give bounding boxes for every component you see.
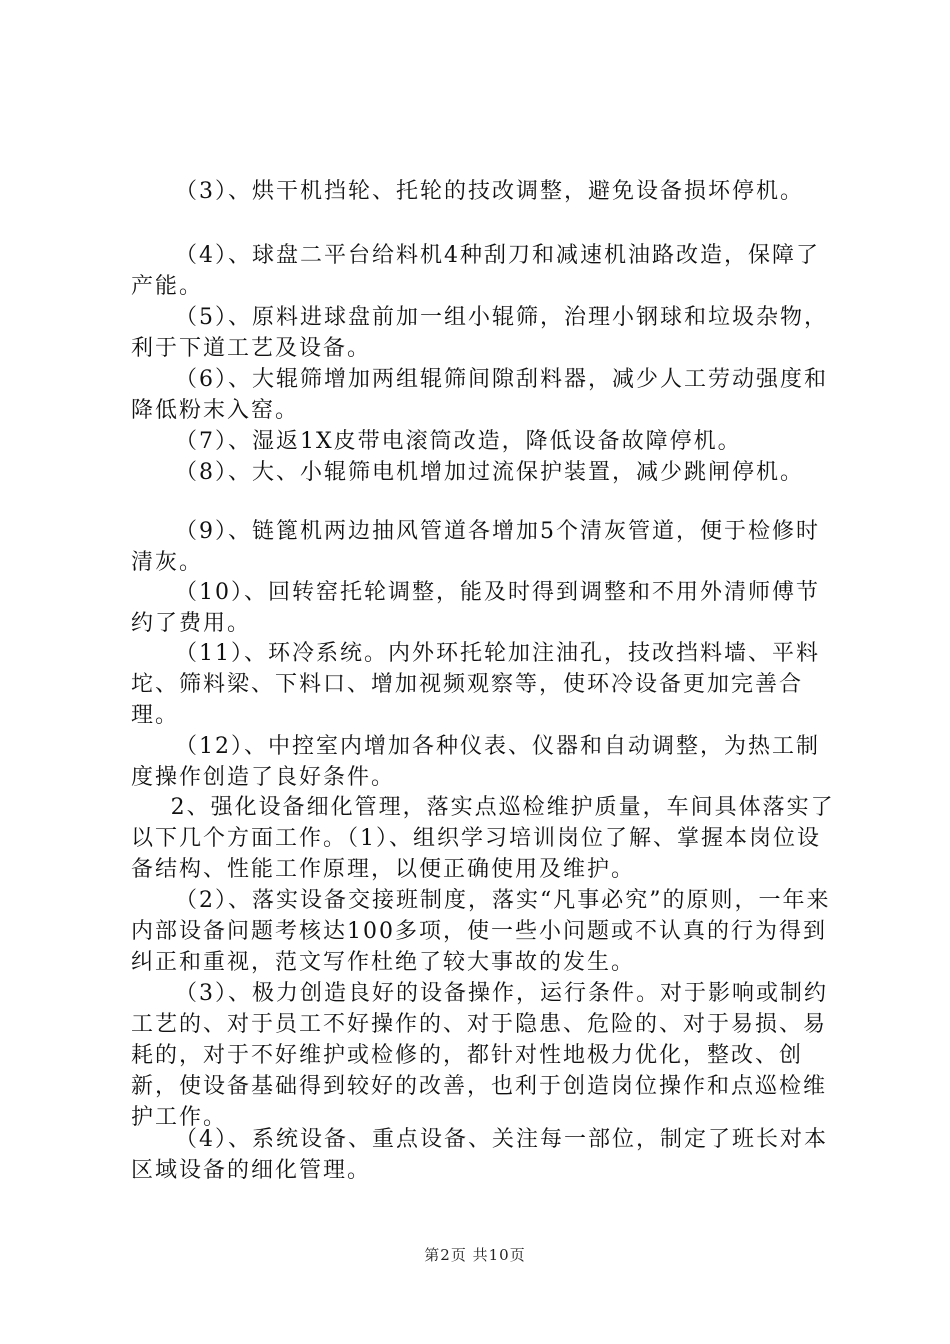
paragraph-item-11: （11）、环冷系统。内外环托轮加注油孔，技改挡料墙、平料坨、筛料梁、下料口、增加视频观察等，使环冷设备更加完善合理。 bbox=[131, 641, 820, 728]
paragraph-item-12: （12）、中控室内增加各种仪表、仪器和自动调整，为热工制度操作创造了良好条件。 bbox=[131, 734, 820, 790]
paragraph-section-2: 2、强化设备细化管理，落实点巡检维护质量，车间具体落实了以下几个方面工作。（1）、组织学习培训岗位了解、掌握本岗位设备结构、性能工作原理，以便正确使用及维护。 bbox=[131, 795, 835, 882]
paragraph-item-7: （7）、湿返1X皮带电滚筒改造，降低设备故障停机。 bbox=[175, 429, 742, 454]
paragraph-section-2-item-2: （2）、落实设备交接班制度，落实“凡事必究”的原则，一年来内部设备问题考核达100多项，使一些小问题或不认真的行为得到纠正和重视，范文写作杜绝了较大事故的发生。 bbox=[131, 888, 831, 975]
paragraph-item-8: （8）、大、小辊筛电机增加过流保护装置，减少跳闸停机。 bbox=[175, 460, 804, 485]
paragraph-section-2-item-4: （4）、系统设备、重点设备、关注每一部位，制定了班长对本区域设备的细化管理。 bbox=[131, 1127, 828, 1183]
page-number-footer: 第2页 共10页 bbox=[424, 1246, 526, 1264]
paragraph-item-9: （9）、链篦机两边抽风管道各增加5个清灰管道，便于检修时清灰。 bbox=[131, 519, 820, 575]
paragraph-item-6: （6）、大辊筛增加两组辊筛间隙刮料器，减少人工劳动强度和降低粉末入窑。 bbox=[131, 367, 828, 423]
paragraph-item-3: （3）、烘干机挡轮、托轮的技改调整，避免设备损坏停机。 bbox=[175, 179, 804, 204]
paragraph-item-10: （10）、回转窑托轮调整，能及时得到调整和不用外清师傅节约了费用。 bbox=[131, 580, 820, 636]
paragraph-section-2-item-3: （3）、极力创造良好的设备操作，运行条件。对于影响或制约工艺的、对于员工不好操作的、对于隐患、危险的、对于易损、易耗的，对于不好维护或检修的，都针对性地极力优化，整改、创新，使设备基础得到较好的改善，也利于创造岗位操作和点巡检维护工作。 bbox=[131, 981, 828, 1130]
paragraph-item-5: （5）、原料进球盘前加一组小辊筛，治理小钢球和垃圾杂物，利于下道工艺及设备。 bbox=[131, 305, 828, 361]
paragraph-item-4: （4）、球盘二平台给料机4种刮刀和减速机油路改造，保障了产能。 bbox=[131, 243, 820, 299]
